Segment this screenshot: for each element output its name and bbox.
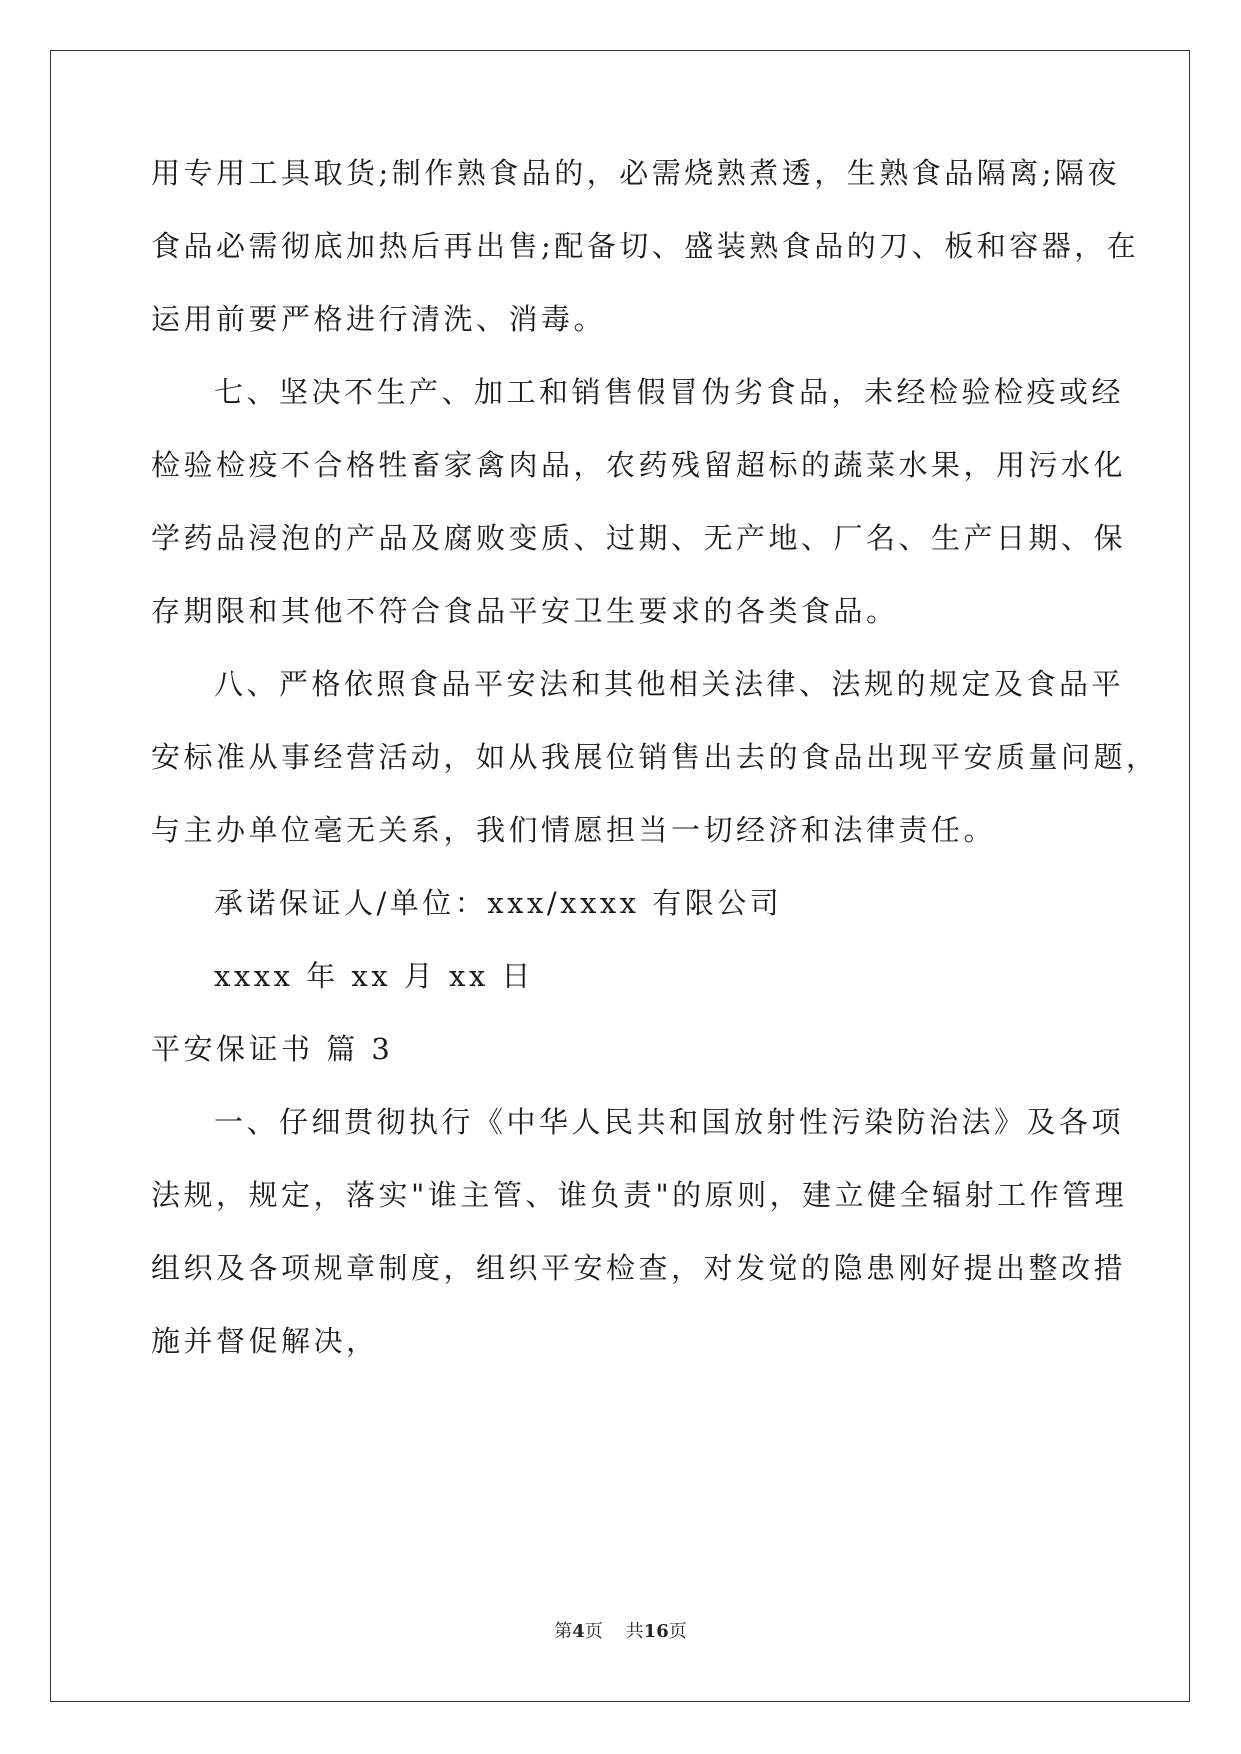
- paragraph-7-line-1: 七、坚决不生产、加工和销售假冒伪劣食品，未经检验检疫或经: [214, 375, 1125, 409]
- section3-line-3: 组织及各项规章制度，组织平安检查，对发觉的隐患刚好提出整改措: [151, 1251, 1127, 1285]
- section-heading: 平安保证书 篇 3: [151, 1032, 394, 1066]
- footer-page-suffix: 页: [584, 1621, 603, 1642]
- footer-total-pages: 16: [643, 1621, 669, 1642]
- paragraph-8-line-1: 八、严格依照食品平安法和其他相关法律、法规的规定及食品平: [214, 667, 1125, 701]
- paragraph-8-line-3: 与主办单位毫无关系，我们情愿担当一切经济和法律责任。: [151, 813, 997, 847]
- paragraph-8-line-2: 安标准从事经营活动，如从我展位销售出去的食品出现平安质量问题，: [151, 740, 1159, 774]
- guarantor-line: 承诺保证人/单位：xxx/xxxx 有限公司: [214, 886, 783, 920]
- paragraph-7-line-2: 检验检疫不合格牲畜家禽肉品，农药残留超标的蔬菜水果，用污水化: [151, 448, 1127, 482]
- footer-page-number: 4: [572, 1621, 585, 1642]
- body-line-2: 食品必需彻底加热后再出售;配备切、盛装熟食品的刀、板和容器，在: [151, 229, 1140, 263]
- footer-total-suffix: 页: [668, 1621, 687, 1642]
- footer-prefix: 第: [554, 1621, 573, 1642]
- section3-line-4: 施并督促解决，: [151, 1324, 379, 1358]
- page-footer: [0, 1620, 1241, 1644]
- body-line-1: 用专用工具取货;制作熟食品的，必需烧熟煮透，生熟食品隔离;隔夜: [151, 156, 1121, 190]
- section3-line-2: 法规，规定，落实"谁主管、谁负责"的原则，建立健全辐射工作管理: [151, 1178, 1128, 1212]
- date-line: xxxx 年 xx 月 xx 日: [214, 959, 534, 993]
- paragraph-7-line-4: 存期限和其他不符合食品平安卫生要求的各类食品。: [151, 594, 899, 628]
- paragraph-7-line-3: 学药品浸泡的产品及腐败变质、过期、无产地、厂名、生产日期、保: [151, 521, 1127, 555]
- page-border: [50, 50, 1190, 1702]
- footer-total-prefix: 共: [625, 1621, 644, 1642]
- body-line-3: 运用前要严格进行清洗、消毒。: [151, 302, 607, 336]
- section3-line-1: 一、仔细贯彻执行《中华人民共和国放射性污染防治法》及各项: [214, 1105, 1125, 1139]
